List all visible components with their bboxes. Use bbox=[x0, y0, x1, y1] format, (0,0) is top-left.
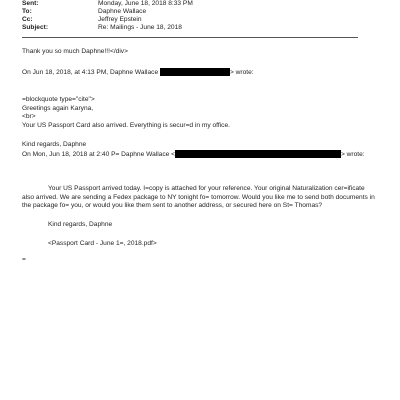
email-header bbox=[22, 0, 382, 33]
subject-row bbox=[22, 25, 382, 33]
kind-regards-2: Kind regards, Daphne bbox=[48, 221, 113, 228]
cc-label: Cc: bbox=[22, 16, 33, 24]
greeting-line: Greetings again Karyna, bbox=[22, 104, 94, 112]
sent-label: Sent: bbox=[22, 0, 39, 7]
attachment-name: <Passport Card - June 1=, 2018.pdf> bbox=[48, 240, 157, 247]
redaction-bar bbox=[175, 150, 341, 158]
blockquote-line: =blockquote type="cite"> bbox=[22, 96, 95, 103]
redaction-bar bbox=[160, 68, 230, 76]
cc-row bbox=[22, 16, 382, 24]
quote-intro-2-suffix: > wrote: bbox=[340, 150, 365, 158]
quote-intro-1-prefix: On Jun 18, 2018, at 4:13 PM, Daphne Wallace bbox=[22, 68, 159, 76]
sent-row bbox=[22, 0, 382, 8]
to-value: Daphne Wallace bbox=[98, 8, 147, 15]
sent-value: Monday, June 18, 2018 8:33 PM bbox=[98, 0, 193, 7]
kind-regards-1: Kind regards, Daphne bbox=[22, 141, 87, 148]
card-arrived-line: Your US Passport Card also arrived. Everything is secur=d in my office. bbox=[22, 121, 230, 129]
quote-intro-2-prefix: On Mon, Jun 18, 2018 at 2:40 P= Daphne Wallace < bbox=[22, 150, 175, 158]
quote-intro-1 bbox=[22, 68, 254, 77]
to-label: To: bbox=[22, 8, 32, 15]
to-row bbox=[22, 8, 382, 16]
quote-intro-1-suffix: > wrote: bbox=[229, 68, 254, 76]
passport-paragraph: Your US Passport arrived today. I=copy is attached for your reference. Your original Naturalization cer=ificate also arrived. We are sending a Fedex package to NY tonight fo= tomorrow. Would you like me to send both documents in the package fo= you, or would you like them sent to another address, or secured here on St= Thomas? bbox=[22, 185, 375, 210]
thanks-line: Thank you so much Daphne!!!</div> bbox=[22, 48, 128, 55]
br-line: <br> bbox=[22, 113, 36, 120]
subject-label: Subject: bbox=[22, 24, 49, 32]
trailing-char: = bbox=[22, 256, 26, 263]
quote-intro-2 bbox=[22, 150, 365, 159]
subject-value: Re: Mailings - June 18, 2018 bbox=[98, 24, 182, 32]
cc-value: Jeffrey Epstein bbox=[98, 16, 142, 24]
header-divider bbox=[22, 37, 358, 38]
